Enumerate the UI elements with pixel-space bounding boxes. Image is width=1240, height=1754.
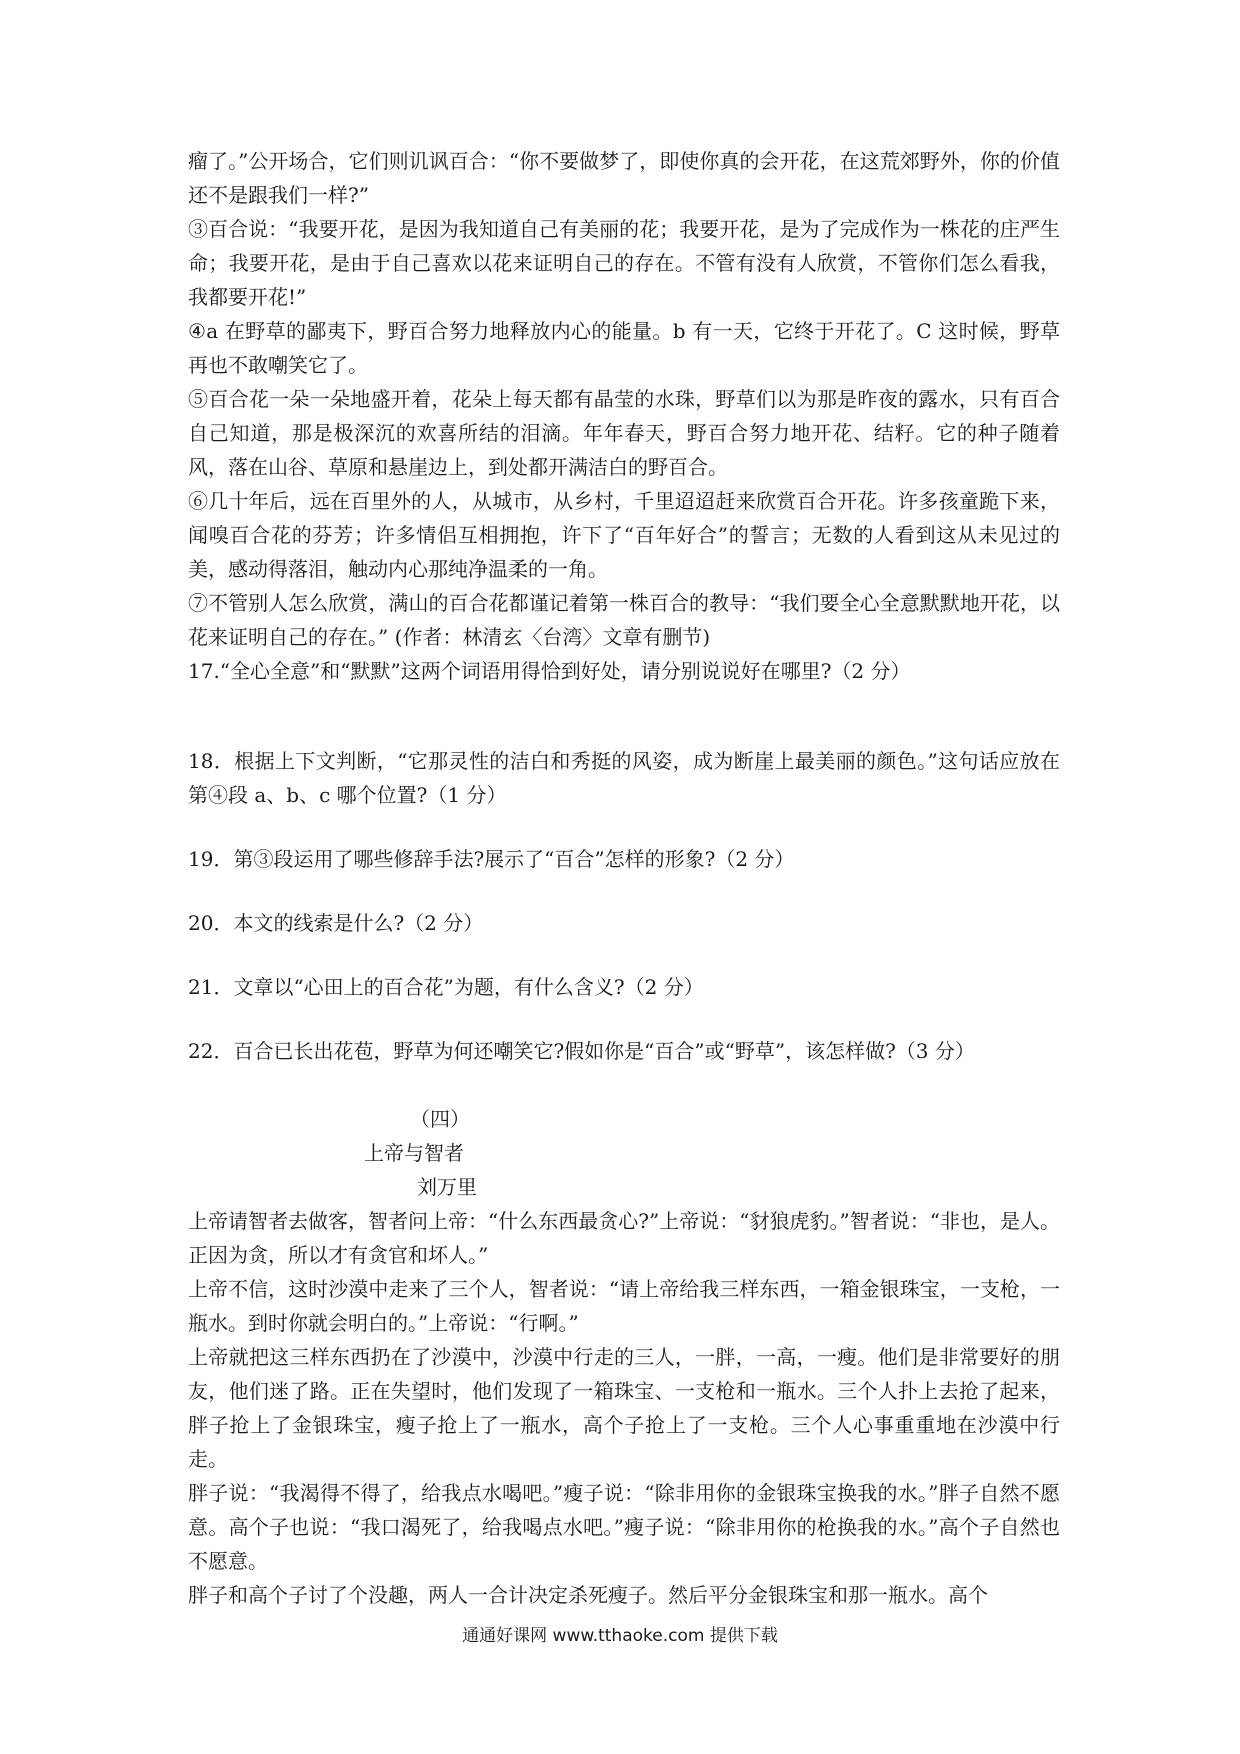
question-21: 21．文章以“心田上的百合花”为题，有什么含义?（2 分） (188, 975, 704, 999)
answer-space (188, 688, 1060, 744)
question-19: 19．第③段运用了哪些修辞手法?展示了“百合”怎样的形象?（2 分） (188, 847, 795, 871)
paragraph-5: ⑤百合花一朵一朵地盛开着，花朵上每天都有晶莹的水珠，野草们以为那是昨夜的露水，只有百合自己知道，那是极深沉的欢喜所结的泪滴。年年春天，野百合努力地开花、结籽。它的种子随着风，落在山谷、草原和悬崖边上，到处都开满洁白的野百合。 (188, 387, 1060, 479)
paragraph-4: ④a 在野草的鄙夷下，野百合努力地释放内心的能量。b 有一天，它终于开花了。C 这时候，野草再也不敢嘲笑它了。 (188, 319, 1060, 377)
question-18: 18．根据上下文判断，“它那灵性的洁白和秀挺的风姿，成为断崖上最美丽的颜色。”这句话应放在第④段 a、b、c 哪个位置?（1 分） (188, 749, 1060, 807)
answer-space (188, 812, 1060, 842)
article-author: 刘万里 (417, 1175, 477, 1199)
answer-space (188, 1004, 1060, 1034)
question-22: 22．百合已长出花苞，野草为何还嘲笑它?假如你是“百合”或“野草”，该怎样做?（3 分） (188, 1039, 975, 1063)
question-17: 17.“全心全意”和“默默”这两个词语用得恰到好处，请分别说说好在哪里?（2 分） (188, 659, 911, 683)
paragraph-6: ⑥几十年后，远在百里外的人，从城市，从乡村，千里迢迢赶来欣赏百合开花。许多孩童跪下来，闻嗅百合花的芬芳；许多情侣互相拥抱，许下了“百年好合”的誓言；无数的人看到这从未见过的美，感动得落泪，触动内心那纯净温柔的一角。 (188, 489, 1060, 581)
story-paragraph-3: 上帝就把这三样东西扔在了沙漠中，沙漠中行走的三人，一胖，一高，一瘦。他们是非常要好的朋友，他们迷了路。正在失望时，他们发现了一箱珠宝、一支枪和一瓶水。三个人扑上去抢了起来，胖子抢上了金银珠宝，瘦子抢上了一瓶水，高个子抢上了一支枪。三个人心事重重地在沙漠中行走。 (188, 1345, 1060, 1471)
article-title: 上帝与智者 (364, 1141, 464, 1165)
story-paragraph-5: 胖子和高个子讨了个没趣，两人一合计决定杀死瘦子。然后平分金银珠宝和那一瓶水。高个 (188, 1583, 988, 1607)
answer-space (188, 940, 1060, 970)
story-paragraph-4: 胖子说：“我渴得不得了，给我点水喝吧。”瘦子说：“除非用你的金银珠宝换我的水。”胖子自然不愿意。高个子也说：“我口渴死了，给我喝点水吧。”瘦子说：“除非用你的枪换我的水。”高个子自然也不愿意。 (188, 1481, 1060, 1573)
question-20: 20．本文的线索是什么?（2 分） (188, 911, 484, 935)
story-paragraph-2: 上帝不信，这时沙漠中走来了三个人，智者说：“请上帝给我三样东西，一箱金银珠宝，一支枪，一瓶水。到时你就会明白的。”上帝说：“行啊。” (188, 1277, 1060, 1335)
document-body (188, 144, 1060, 1612)
story-paragraph-1: 上帝请智者去做客，智者问上帝：“什么东西最贪心?”上帝说：“豺狼虎豹。”智者说：“非也，是人。正因为贪，所以才有贪官和坏人。” (188, 1209, 1060, 1267)
page-footer: 通通好课网 www.tthaoke.com 提供下载 (462, 1626, 778, 1646)
section-number: （四） (410, 1107, 470, 1131)
section-spacer (188, 1068, 1060, 1102)
answer-space (188, 876, 1060, 906)
paragraph-3: ③百合说：“我要开花，是因为我知道自己有美丽的花；我要开花，是为了完成作为一株花的庄严生命；我要开花，是由于自己喜欢以花来证明自己的存在。不管有没有人欣赏，不管你们怎么看我，我都要开花!” (188, 217, 1060, 309)
paragraph-7: ⑦不管别人怎么欣赏，满山的百合花都谨记着第一株百合的教导：“我们要全心全意默默地开花，以花来证明自己的存在。” (作者：林清玄〈台湾〉文章有删节) (188, 591, 1060, 649)
paragraph-continued: 瘤了。”公开场合，它们则讥讽百合：“你不要做梦了，即使你真的会开花，在这荒郊野外，你的价值还不是跟我们一样?” (188, 149, 1060, 207)
